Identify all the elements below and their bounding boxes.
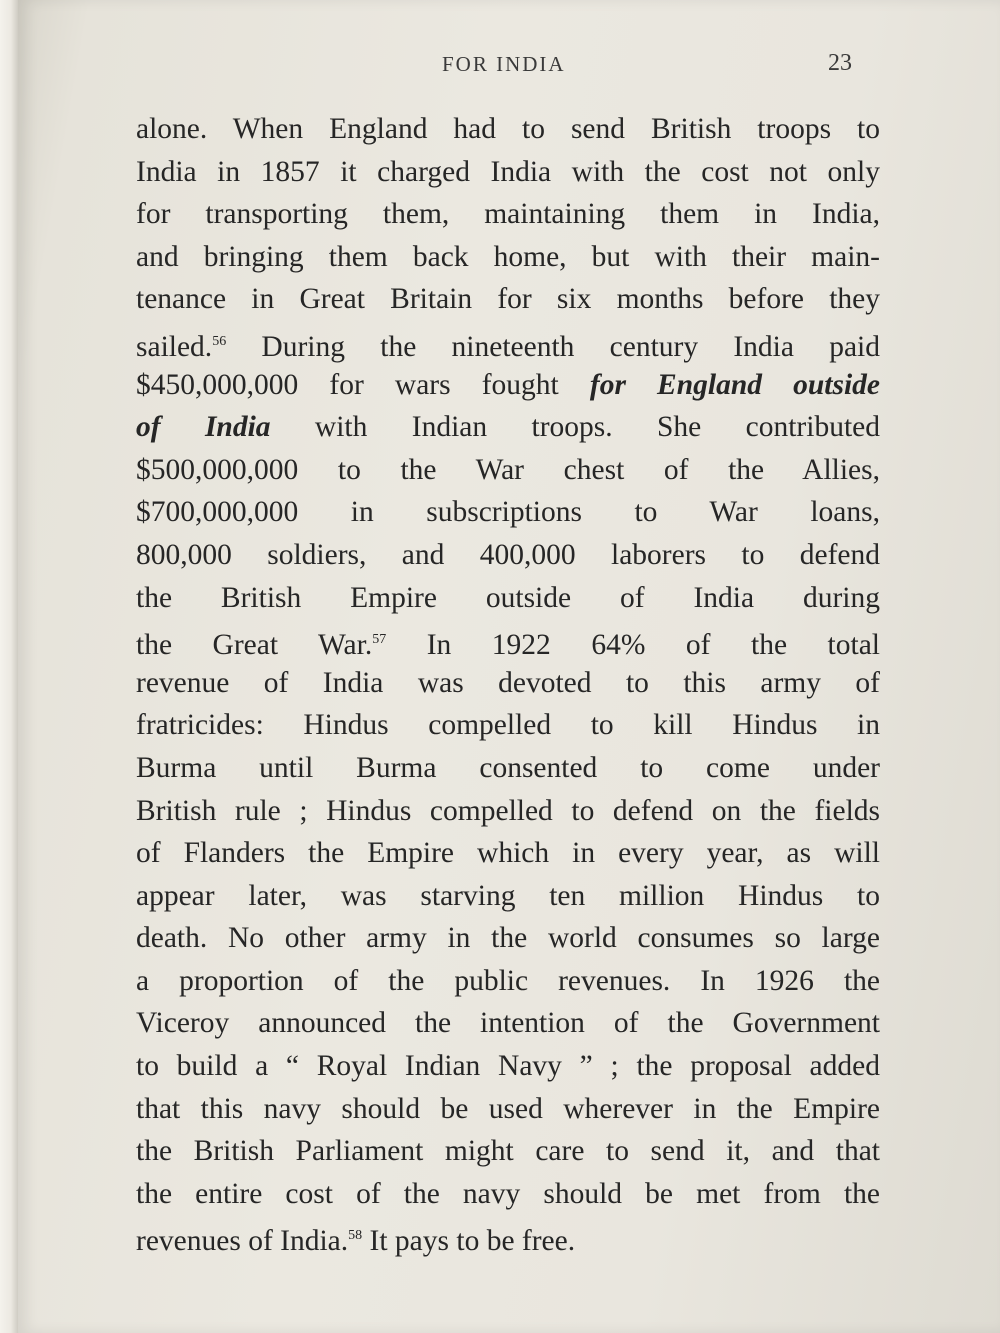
line-text: 800,000 soldiers, and 400,000 laborers to defend <box>136 538 880 571</box>
text-line <box>136 1130 880 1173</box>
line-text: appear later, was starving ten million Hindus to <box>136 879 880 912</box>
text-line <box>136 321 880 364</box>
footnote-marker: 57 <box>372 632 387 648</box>
line-text: It pays to be free. <box>362 1225 576 1258</box>
line-text: During the nineteenth century India paid <box>226 330 880 363</box>
line-text: $450,000,000 for wars fought <box>136 368 590 401</box>
text-line <box>136 534 880 577</box>
running-head-title: FOR INDIA <box>442 52 566 76</box>
line-text: India in 1857 it charged India with the cost not only <box>136 155 880 188</box>
text-line <box>136 662 880 705</box>
line-text: of Flanders the Empire which in every year, as will <box>136 837 880 870</box>
line-text: British rule ; Hindus compelled to defend on the fields <box>136 794 880 827</box>
text-line <box>136 406 880 449</box>
text-line <box>136 1173 880 1216</box>
running-head <box>0 52 1000 82</box>
line-text: revenue of India was devoted to this army of <box>136 666 880 699</box>
line-text: $500,000,000 to the War chest of the Allies, <box>136 453 880 486</box>
body-text <box>136 108 880 1258</box>
text-line <box>136 1215 880 1258</box>
text-line <box>136 108 880 151</box>
line-text: the British Parliament might care to send it, and that <box>136 1135 880 1168</box>
footnote-marker: 56 <box>212 333 227 349</box>
line-text: that this navy should be used wherever in the Empire <box>136 1092 880 1125</box>
line-text: Burma until Burma consented to come under <box>136 751 880 784</box>
line-text: the British Empire outside of India during <box>136 581 880 614</box>
line-text: and bringing them back home, but with their main- <box>136 240 880 273</box>
text-line <box>136 491 880 534</box>
line-text: to build a “ Royal Indian Navy ” ; the proposal added <box>136 1050 880 1083</box>
line-text: death. No other army in the world consumes so large <box>136 922 880 955</box>
text-line <box>136 832 880 875</box>
text-line <box>136 1002 880 1045</box>
line-text: revenues of India. <box>136 1225 349 1258</box>
line-text: Viceroy announced the intention of the Government <box>136 1007 880 1040</box>
text-line <box>136 577 880 620</box>
page-number: 23 <box>828 50 852 76</box>
line-text: the Great War. <box>136 628 373 661</box>
text-line <box>136 704 880 747</box>
text-line <box>136 619 880 662</box>
text-line <box>136 449 880 492</box>
text-line <box>136 236 880 279</box>
text-line <box>136 790 880 833</box>
text-line <box>136 875 880 918</box>
line-text: for transporting them, maintaining them in India, <box>136 198 880 231</box>
italic-emphasis: of India <box>136 411 271 444</box>
footnote-marker: 58 <box>348 1228 363 1244</box>
line-text: alone. When England had to send British troops to <box>136 113 880 145</box>
italic-emphasis: for England outside <box>589 368 880 401</box>
text-line <box>136 364 880 407</box>
text-line <box>136 960 880 1003</box>
text-line <box>136 747 880 790</box>
text-line <box>136 193 880 236</box>
line-text: the entire cost of the navy should be met from the <box>136 1177 880 1210</box>
line-text: $700,000,000 in subscriptions to War loans, <box>136 496 880 529</box>
line-text: In 1922 64% of the total <box>386 628 880 661</box>
line-text: tenance in Great Britain for six months before they <box>136 283 880 316</box>
line-text: sailed. <box>136 330 213 363</box>
line-text: with Indian troops. She contributed <box>270 411 880 444</box>
line-text: a proportion of the public revenues. In 1926 the <box>136 964 880 997</box>
text-line <box>136 1088 880 1131</box>
page-edge <box>0 0 18 1333</box>
text-line <box>136 917 880 960</box>
line-text: fratricides: Hindus compelled to kill Hindus in <box>136 709 880 742</box>
text-line <box>136 151 880 194</box>
text-line <box>136 278 880 321</box>
text-line <box>136 1045 880 1088</box>
